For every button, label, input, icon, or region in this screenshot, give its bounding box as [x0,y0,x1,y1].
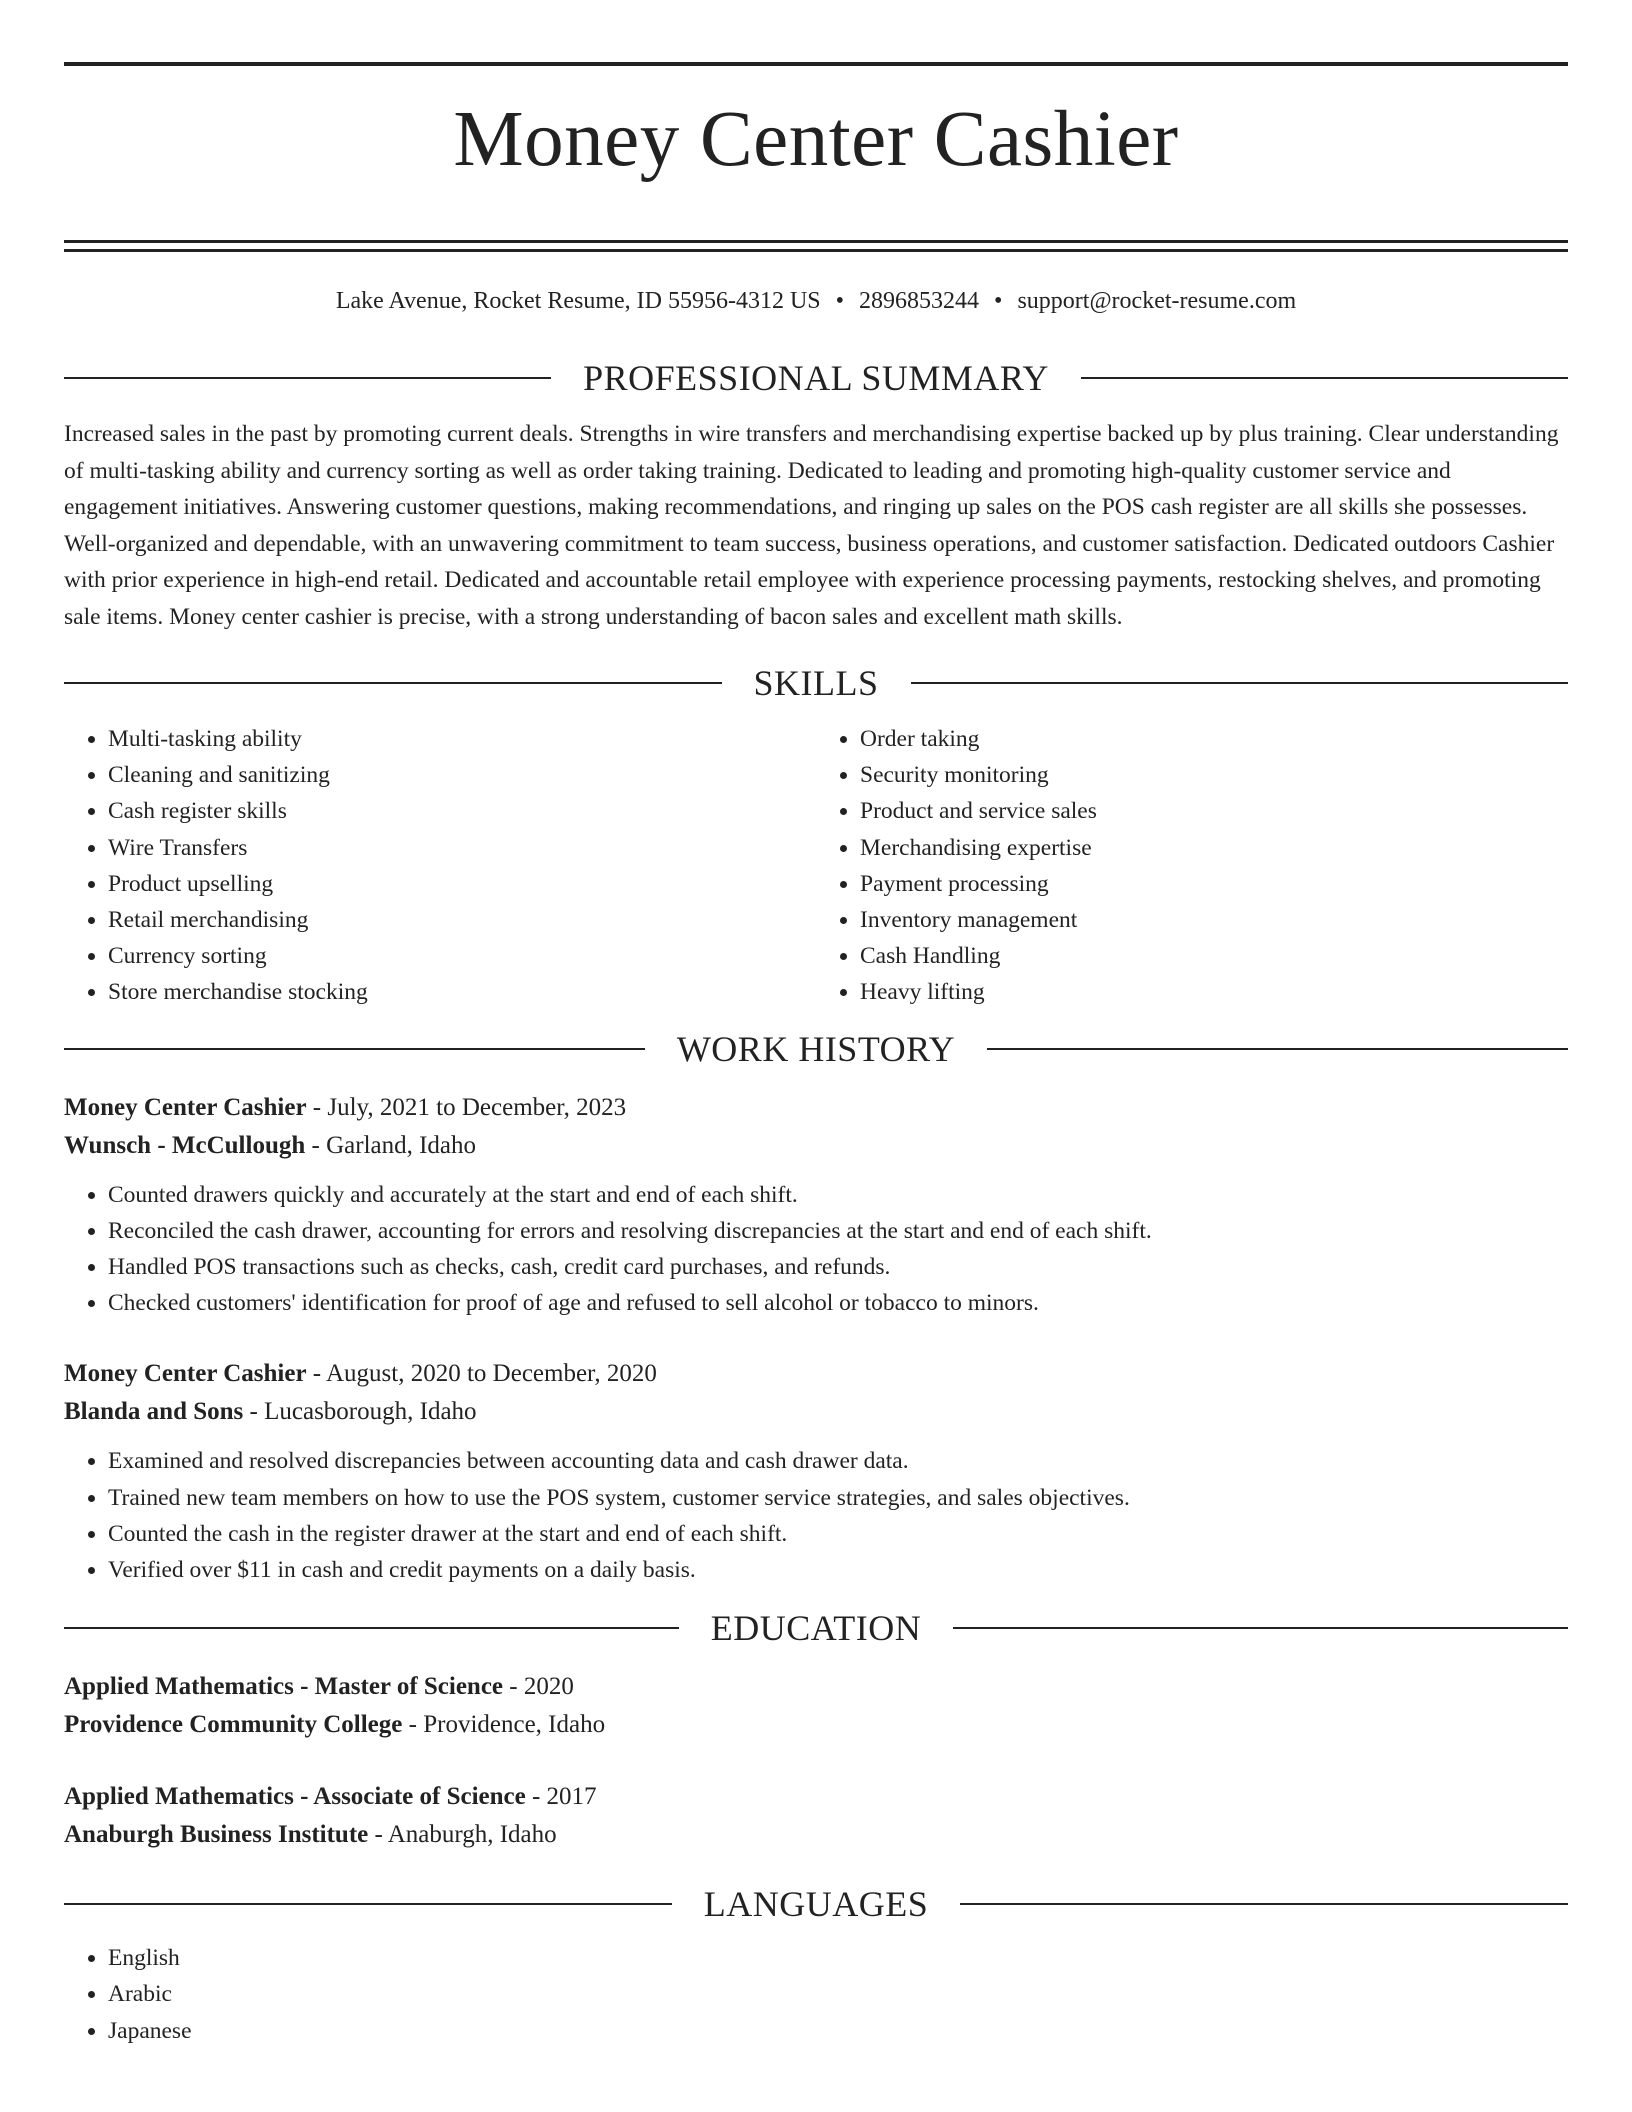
resume-page [64,0,1568,2049]
top-rule [64,62,1568,66]
list-item: • Security monitoring [860,757,1568,793]
job-entry [64,1089,1568,1322]
contact-line [64,286,1568,316]
list-item: • Counted drawers quickly and accurately at the start and end of each shift. [108,1177,1568,1213]
list-item: • Product upselling [108,866,816,902]
list-item: • Currency sorting [108,938,816,974]
section-title: SKILLS [753,663,879,703]
list-item: • Arabic [108,1976,1568,2012]
summary-text: Increased sales in the past by promoting current deals. Strengths in wire transfers and merchandising expertise backed up by plus training. Clear understanding of multi-tasking ability and currency sorting as well as order taking training. Dedicated to leading and promoting high-quality customer service and engagement initiatives. Answering customer questions, making recommendations, and ringing up sales on the POS cash register are all skills she possesses. Well-organized and dependable, with an unwavering commitment to team success, business operations, and customer satisfaction. Dedicated outdoors Cashier with prior experience in high-end retail. Dedicated and accountable retail employee with experience processing payments, restocking shelves, and promoting sale items. Money center cashier is precise, with a strong understanding of bacon sales and excellent math skills. [64,421,1559,630]
job-dates: - July, 2021 to December, 2023 [306,1093,627,1121]
title-double-rule [64,240,1568,252]
section-title: EDUCATION [710,1608,922,1649]
education-degree: Applied Mathematics - Master of Science [64,1673,504,1701]
job-location: - Garland, Idaho [305,1131,477,1159]
education-degree-line [64,1778,1568,1816]
list-item: • Cash Handling [860,938,1568,974]
section-title: WORK HISTORY [676,1028,956,1069]
list-item: • Product and service sales [860,793,1568,829]
skills-column-left [64,721,816,1011]
bullet-separator: • [994,288,1003,314]
job-dates: - August, 2020 to December, 2020 [306,1360,657,1388]
job-company: Wunsch - McCullough [64,1131,306,1159]
education-entry [64,1778,1568,1854]
education-year: - 2020 [503,1673,574,1701]
list-item: • Merchandising expertise [860,830,1568,866]
job-title-line [64,1355,1568,1393]
job-location: - Lucasborough, Idaho [243,1398,477,1426]
education-degree-line [64,1668,1568,1706]
education-school-line [64,1816,1568,1854]
section-heading-skills [64,661,1568,705]
bullet-separator: • [835,288,845,314]
education-year: - 2017 [525,1783,597,1811]
education-location: - Anaburgh, Idaho [368,1821,557,1849]
education-school: Providence Community College [64,1711,403,1739]
list-item: • Verified over $11 in cash and credit payments on a daily basis. [108,1552,1568,1588]
list-item: • Checked customers' identification for proof of age and refused to sell alcohol or tobacco to minors. [108,1285,1568,1321]
contact-email: support@rocket-resume.com [1017,288,1297,314]
list-item: • Reconciled the cash drawer, accounting for errors and resolving discrepancies at the start and end of each shift. [108,1213,1568,1249]
list-item: • Examined and resolved discrepancies between accounting data and cash drawer data. [108,1443,1568,1479]
list-item: • Counted the cash in the register drawer at the start and end of each shift. [108,1516,1568,1552]
list-item: • Handled POS transactions such as checks, cash, credit card purchases, and refunds. [108,1249,1568,1285]
job-bullets [64,1443,1568,1588]
list-item: • Payment processing [860,866,1568,902]
section-heading-summary [64,356,1568,400]
job-company: Blanda and Sons [64,1398,244,1426]
contact-phone: 2896853244 [859,288,980,314]
job-title: Money Center Cashier [64,1360,307,1388]
list-item: • Store merchandise stocking [108,974,816,1010]
job-bullets [64,1177,1568,1322]
list-item: • Japanese [108,2013,1568,2049]
section-heading-education [64,1606,1568,1650]
list-item: • English [108,1940,1568,1976]
resume-name: Money Center Cashier [453,96,1179,183]
section-heading-work-history [64,1027,1568,1071]
section-title: PROFESSIONAL SUMMARY [583,358,1049,398]
languages-list [64,1940,1568,2049]
list-item: • Cash register skills [108,793,816,829]
job-title-line [64,1089,1568,1127]
section-heading-languages [64,1882,1568,1926]
job-title: Money Center Cashier [64,1093,307,1121]
job-company-line [64,1127,1568,1165]
list-item: • Retail merchandising [108,902,816,938]
education-degree: Applied Mathematics - Associate of Science [64,1783,526,1811]
contact-address: Lake Avenue, Rocket Resume, ID 55956-4312 US [335,288,821,314]
list-item: • Heavy lifting [860,974,1568,1010]
job-entry [64,1355,1568,1588]
skills-column-right [816,721,1568,1011]
education-location: - Providence, Idaho [402,1711,606,1739]
list-item: • Inventory management [860,902,1568,938]
list-item: • Cleaning and sanitizing [108,757,816,793]
list-item: • Wire Transfers [108,830,816,866]
job-company-line [64,1393,1568,1431]
list-item: • Multi-tasking ability [108,721,816,757]
education-school: Anaburgh Business Institute [64,1821,369,1849]
list-item: • Trained new team members on how to use the POS system, customer service strategies, and sales objectives. [108,1480,1568,1516]
skills-list [64,721,1568,1011]
education-school-line [64,1706,1568,1744]
list-item: • Order taking [860,721,1568,757]
education-entry [64,1668,1568,1744]
section-title: LANGUAGES [703,1884,929,1925]
